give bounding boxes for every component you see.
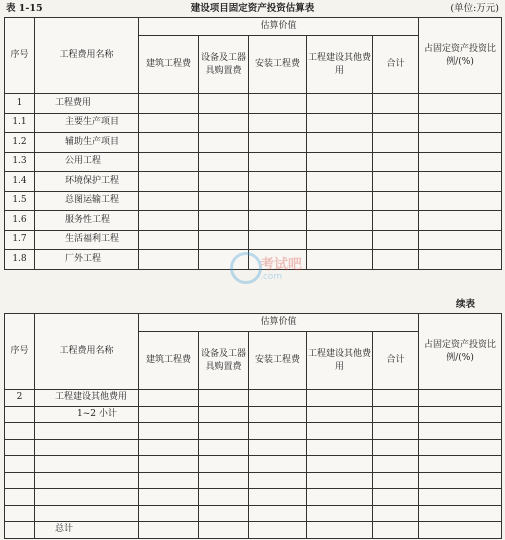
- row-value-cell: [249, 172, 307, 192]
- header-ratio: 占固定资产投资比例/(%): [419, 18, 502, 94]
- row-value-cell: [139, 211, 199, 231]
- row-name: [35, 456, 139, 473]
- row-value-cell: [373, 406, 419, 423]
- row-value-cell: [307, 172, 373, 192]
- logo-ring-icon: [230, 252, 262, 284]
- row-value-cell: [419, 94, 502, 114]
- row-value-cell: [419, 152, 502, 172]
- table-row: [5, 472, 502, 489]
- table-row: [5, 133, 502, 153]
- row-value-cell: [199, 152, 249, 172]
- row-value-cell: [199, 113, 249, 133]
- row-value-cell: [249, 505, 307, 522]
- row-name: 总计: [35, 522, 139, 539]
- row-value-cell: [373, 390, 419, 407]
- table-row: [5, 522, 502, 539]
- row-value-cell: [139, 230, 199, 250]
- row-value-cell: [419, 230, 502, 250]
- row-value-cell: [139, 489, 199, 506]
- header-equipment: 设备及工器具购置费: [199, 332, 249, 390]
- table-row: [5, 94, 502, 114]
- table-row: [5, 152, 502, 172]
- row-value-cell: [307, 456, 373, 473]
- row-name: [35, 439, 139, 456]
- row-value-cell: [199, 489, 249, 506]
- row-seq: 1.1: [5, 113, 35, 133]
- row-value-cell: [249, 133, 307, 153]
- row-seq: [5, 423, 35, 440]
- row-value-cell: [373, 489, 419, 506]
- row-value-cell: [419, 505, 502, 522]
- table-row: [5, 406, 502, 423]
- table-caption-continued: [4, 298, 501, 312]
- row-value-cell: [249, 406, 307, 423]
- header-estimate-group: 估算价值: [139, 18, 419, 36]
- header-total: 合计: [373, 36, 419, 94]
- row-value-cell: [373, 172, 419, 192]
- row-seq: [5, 456, 35, 473]
- row-value-cell: [199, 522, 249, 539]
- row-name: 1~2 小计: [35, 406, 139, 423]
- header-seq: 序号: [5, 18, 35, 94]
- row-value-cell: [373, 94, 419, 114]
- header-construction: 建筑工程费: [139, 36, 199, 94]
- logo-text: 考试吧: [260, 257, 302, 273]
- row-value-cell: [419, 133, 502, 153]
- table-row: [5, 439, 502, 456]
- row-value-cell: [199, 472, 249, 489]
- row-value-cell: [419, 522, 502, 539]
- row-value-cell: [419, 439, 502, 456]
- table2-body: [5, 390, 502, 539]
- row-value-cell: [199, 94, 249, 114]
- row-value-cell: [373, 472, 419, 489]
- row-value-cell: [249, 113, 307, 133]
- table-row: [5, 505, 502, 522]
- row-value-cell: [139, 390, 199, 407]
- header-estimate-group: 估算价值: [139, 314, 419, 332]
- row-value-cell: [419, 172, 502, 192]
- row-value-cell: [307, 390, 373, 407]
- row-value-cell: [249, 191, 307, 211]
- row-value-cell: [373, 423, 419, 440]
- row-value-cell: [249, 456, 307, 473]
- row-value-cell: [419, 456, 502, 473]
- investment-estimate-table-continued: [4, 313, 502, 539]
- header-name: 工程费用名称: [35, 314, 139, 390]
- row-value-cell: [419, 390, 502, 407]
- row-value-cell: [307, 113, 373, 133]
- header-ratio: 占固定资产投资比例/(%): [419, 314, 502, 390]
- row-value-cell: [373, 133, 419, 153]
- row-value-cell: [139, 522, 199, 539]
- row-value-cell: [419, 211, 502, 231]
- row-name: 服务性工程: [35, 211, 139, 231]
- row-value-cell: [249, 152, 307, 172]
- row-seq: [5, 439, 35, 456]
- row-value-cell: [419, 250, 502, 270]
- row-value-cell: [249, 390, 307, 407]
- table1-body: [5, 94, 502, 270]
- row-value-cell: [139, 472, 199, 489]
- row-value-cell: [307, 191, 373, 211]
- row-value-cell: [139, 191, 199, 211]
- row-value-cell: [307, 133, 373, 153]
- table-row: [5, 423, 502, 440]
- header-name: 工程费用名称: [35, 18, 139, 94]
- table-number: 表 1-15: [6, 3, 43, 14]
- header-installation: 安装工程费: [249, 332, 307, 390]
- row-seq: [5, 472, 35, 489]
- row-value-cell: [307, 439, 373, 456]
- row-value-cell: [307, 522, 373, 539]
- row-value-cell: [307, 489, 373, 506]
- investment-estimate-table: [4, 17, 502, 270]
- row-value-cell: [419, 191, 502, 211]
- row-seq: 1.2: [5, 133, 35, 153]
- row-value-cell: [139, 406, 199, 423]
- row-name: [35, 423, 139, 440]
- header-equipment: 设备及工器具购置费: [199, 36, 249, 94]
- row-value-cell: [307, 211, 373, 231]
- row-value-cell: [249, 439, 307, 456]
- table-row: [5, 489, 502, 506]
- row-value-cell: [373, 191, 419, 211]
- row-value-cell: [139, 456, 199, 473]
- row-name: 工程建设其他费用: [35, 390, 139, 407]
- row-value-cell: [139, 423, 199, 440]
- header-other: 工程建设其他费用: [307, 36, 373, 94]
- row-value-cell: [199, 390, 249, 407]
- row-value-cell: [307, 472, 373, 489]
- table-row: [5, 230, 502, 250]
- table-row: [5, 211, 502, 231]
- row-value-cell: [249, 94, 307, 114]
- table-unit: (单位:万元): [450, 3, 499, 14]
- row-seq: 1.5: [5, 191, 35, 211]
- table-title: 建设项目固定资产投资估算表: [190, 3, 315, 14]
- row-value-cell: [307, 94, 373, 114]
- row-value-cell: [139, 113, 199, 133]
- row-value-cell: [419, 406, 502, 423]
- table-row: [5, 113, 502, 133]
- logo-sub: .com: [260, 272, 283, 282]
- row-value-cell: [307, 423, 373, 440]
- row-value-cell: [373, 230, 419, 250]
- header-seq: 序号: [5, 314, 35, 390]
- row-value-cell: [199, 172, 249, 192]
- header-installation: 安装工程费: [249, 36, 307, 94]
- row-value-cell: [373, 522, 419, 539]
- table-row: [5, 172, 502, 192]
- header-total: 合计: [373, 332, 419, 390]
- table-row: [5, 390, 502, 407]
- row-seq: [5, 406, 35, 423]
- row-value-cell: [199, 191, 249, 211]
- watermark-logo: [230, 250, 320, 290]
- table-row: [5, 456, 502, 473]
- row-value-cell: [419, 423, 502, 440]
- row-value-cell: [199, 406, 249, 423]
- continued-label: 续表: [455, 299, 475, 310]
- row-value-cell: [139, 250, 199, 270]
- row-value-cell: [373, 250, 419, 270]
- row-value-cell: [419, 113, 502, 133]
- row-seq: 2: [5, 390, 35, 407]
- row-name: 总图运输工程: [35, 191, 139, 211]
- row-value-cell: [139, 172, 199, 192]
- row-value-cell: [199, 456, 249, 473]
- row-value-cell: [373, 505, 419, 522]
- row-name: [35, 505, 139, 522]
- row-name: 公用工程: [35, 152, 139, 172]
- row-value-cell: [249, 423, 307, 440]
- row-name: [35, 489, 139, 506]
- row-value-cell: [373, 152, 419, 172]
- row-value-cell: [199, 230, 249, 250]
- row-value-cell: [199, 133, 249, 153]
- row-name: 厂外工程: [35, 250, 139, 270]
- row-value-cell: [139, 505, 199, 522]
- row-value-cell: [373, 113, 419, 133]
- row-value-cell: [373, 439, 419, 456]
- row-value-cell: [307, 505, 373, 522]
- row-name: 辅助生产项目: [35, 133, 139, 153]
- row-seq: 1.4: [5, 172, 35, 192]
- table-caption: [4, 2, 501, 16]
- row-name: 主要生产项目: [35, 113, 139, 133]
- row-value-cell: [373, 211, 419, 231]
- row-name: 生活福利工程: [35, 230, 139, 250]
- row-value-cell: [419, 472, 502, 489]
- header-other: 工程建设其他费用: [307, 332, 373, 390]
- row-value-cell: [139, 152, 199, 172]
- row-value-cell: [307, 406, 373, 423]
- row-value-cell: [199, 423, 249, 440]
- row-value-cell: [373, 456, 419, 473]
- row-name: 环境保护工程: [35, 172, 139, 192]
- row-seq: 1.3: [5, 152, 35, 172]
- row-value-cell: [139, 439, 199, 456]
- row-value-cell: [249, 211, 307, 231]
- row-value-cell: [139, 94, 199, 114]
- row-value-cell: [419, 489, 502, 506]
- row-value-cell: [139, 133, 199, 153]
- row-seq: [5, 489, 35, 506]
- row-value-cell: [199, 439, 249, 456]
- row-value-cell: [199, 505, 249, 522]
- row-value-cell: [307, 230, 373, 250]
- row-value-cell: [249, 230, 307, 250]
- table-row: [5, 191, 502, 211]
- row-seq: 1.6: [5, 211, 35, 231]
- row-seq: 1: [5, 94, 35, 114]
- row-value-cell: [249, 522, 307, 539]
- row-value-cell: [249, 489, 307, 506]
- row-value-cell: [307, 152, 373, 172]
- row-value-cell: [199, 211, 249, 231]
- header-construction: 建筑工程费: [139, 332, 199, 390]
- row-seq: [5, 505, 35, 522]
- row-seq: 1.8: [5, 250, 35, 270]
- row-name: [35, 472, 139, 489]
- row-seq: [5, 522, 35, 539]
- row-seq: 1.7: [5, 230, 35, 250]
- row-value-cell: [249, 472, 307, 489]
- row-name: 工程费用: [35, 94, 139, 114]
